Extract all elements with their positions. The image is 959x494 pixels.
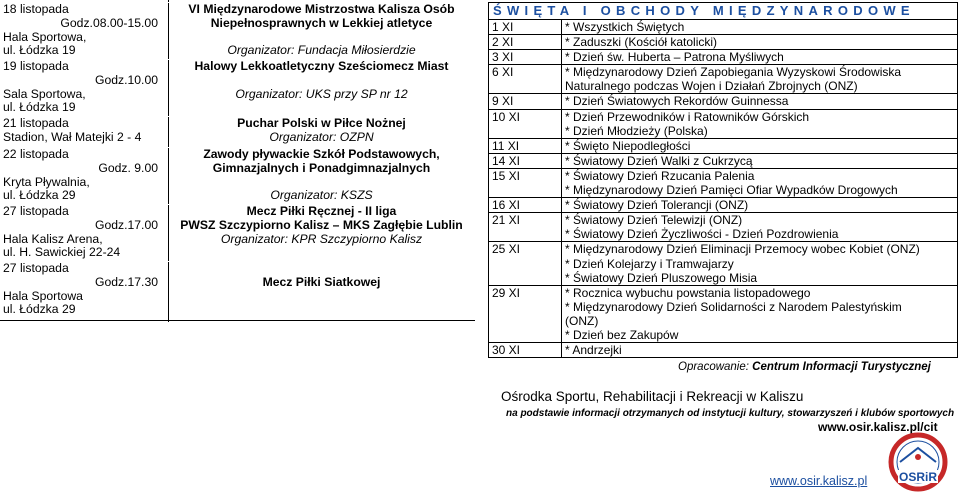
holiday-names [562, 168, 958, 197]
event-organizer: Organizator: KSZS [270, 188, 373, 203]
holiday-item: * Światowy Dzień Tolerancji (ONZ) [565, 198, 749, 213]
holiday-names [562, 94, 958, 109]
event-title: Puchar Polski w Piłce Nożnej [237, 116, 406, 130]
event-place: ul. Łódzka 29 [3, 188, 76, 203]
holiday-item: * Święto Niepodległości [565, 138, 691, 153]
event-info [3, 60, 168, 116]
holiday-item: * Dzień św. Huberta – Patrona Myśliwych [565, 50, 784, 65]
event-title: Halowy Lekkoatletyczny Sześciomecz Miast [194, 59, 449, 73]
holiday-row [489, 65, 958, 94]
holiday-item: Naturalnego podczas Wojen i Działań Zbrojnych (ONZ) [565, 79, 858, 94]
holiday-item: * Międzynarodowy Dzień Zapobiegania Wyzyskowi Środowiska [565, 65, 902, 80]
event-time: Godz.08.00-15.00 [60, 15, 158, 30]
holiday-date: 30 XI [489, 343, 562, 358]
holiday-names [562, 50, 958, 65]
holiday-date: 15 XI [489, 168, 562, 197]
event-title: Gimnazjalnych i Ponadgimnazjalnych [212, 160, 431, 175]
holiday-item: * Międzynarodowy Dzień Eliminacji Przemocy wobec Kobiet (ONZ) [565, 242, 920, 257]
holiday-item: * Światowy Dzień Rzucania Palenia [565, 168, 755, 183]
holiday-item: * Zaduszki (Kościół katolicki) [565, 35, 718, 50]
event-row [3, 116, 475, 147]
holidays-table [488, 2, 958, 358]
holiday-names [562, 65, 958, 94]
holiday-names [562, 20, 958, 35]
event-title: PWSZ Szczypiorno Kalisz – MKS Zagłębie Lublin [180, 217, 463, 232]
holiday-names [562, 198, 958, 213]
event-date: 19 listopada [3, 59, 69, 73]
event-row [3, 147, 475, 204]
holiday-item: * Dzień Przewodników i Ratowników Górskich [565, 109, 810, 124]
holiday-item: * Dzień bez Zakupów [565, 327, 679, 342]
osir-website-link[interactable]: www.osir.kalisz.pl [770, 474, 868, 488]
event-organizer: Organizator: OZPN [269, 129, 374, 144]
event-time: Godz.10.00 [94, 72, 158, 87]
holiday-item: * Międzynarodowy Dzień Solidarności z Narodem Palestyńskim [565, 299, 902, 314]
holiday-row [489, 50, 958, 65]
event-place: Hala Kalisz Arena, [3, 231, 103, 246]
holiday-row [489, 242, 958, 285]
holiday-row [489, 213, 958, 242]
holiday-item: * Dzień Kolejarzy i Tramwajarzy [565, 256, 734, 271]
event-organizer: Organizator: Fundacja Miłosierdzie [227, 43, 416, 58]
osrodek-title: Ośrodka Sportu, Rehabilitacji i Rekreacji w Kaliszu [501, 389, 804, 404]
holiday-row [489, 285, 958, 342]
event-info [3, 262, 168, 318]
holiday-date: 1 XI [489, 20, 562, 35]
holiday-names [562, 343, 958, 358]
event-title: Zawody pływackie Szkół Podstawowych, [203, 147, 440, 161]
event-place: ul. H. Sawickiej 22-24 [3, 245, 121, 260]
holiday-item: * Dzień Światowych Rekordów Guinnessa [565, 94, 789, 109]
holiday-row [489, 138, 958, 153]
event-row [3, 261, 475, 318]
holiday-names [562, 285, 958, 342]
event-details [168, 117, 475, 147]
holiday-item: * Wszystkich Świętych [565, 20, 685, 34]
event-date: 27 listopada [3, 261, 69, 275]
event-details [168, 262, 475, 318]
holiday-date: 14 XI [489, 153, 562, 168]
source-note: na podstawie informacji otrzymanych od instytucji kultury, stowarzyszeń i klubów sportowych [506, 408, 955, 419]
holiday-item: * Andrzejki [565, 343, 622, 358]
credits-value: Centrum Informacji Turystycznej [752, 361, 931, 373]
osir-logo [878, 432, 958, 492]
holiday-item: (ONZ) [565, 313, 599, 328]
event-title: Mecz Piłki Ręcznej - II liga [246, 204, 397, 218]
holiday-item: * Światowy Dzień Życzliwości - Dzień Pozdrowienia [565, 227, 839, 242]
holiday-date: 29 XI [489, 285, 562, 342]
holiday-date: 6 XI [489, 65, 562, 94]
event-time: Godz.17.30 [94, 274, 158, 289]
holiday-names [562, 138, 958, 153]
event-place: ul. Łódzka 19 [3, 100, 76, 115]
event-time: Godz. 9.00 [98, 160, 158, 175]
holiday-row [489, 343, 958, 358]
holiday-date: 10 XI [489, 109, 562, 138]
holiday-date: 2 XI [489, 35, 562, 50]
event-details [168, 205, 475, 261]
event-title: VI Międzynarodowe Mistrzostwa Kalisza Osób [188, 2, 455, 16]
event-info [3, 205, 168, 261]
event-place: ul. Łódzka 19 [3, 43, 76, 58]
holiday-item: * Światowy Dzień Telewizji (ONZ) [565, 213, 743, 228]
holiday-row [489, 198, 958, 213]
holiday-item: * Światowy Dzień Walki z Cukrzycą [565, 153, 753, 168]
event-organizer: Organizator: UKS przy SP nr 12 [235, 86, 408, 101]
cit-website-link[interactable]: www.osir.kalisz.pl/cit [818, 420, 938, 434]
event-date: 22 listopada [3, 147, 69, 161]
event-date: 27 listopada [3, 204, 69, 218]
event-time: Godz.17.00 [94, 217, 158, 232]
event-row [3, 204, 475, 261]
credits [678, 361, 931, 373]
holiday-item: * Dzień Młodzieży (Polska) [565, 123, 708, 138]
events-table [3, 2, 475, 318]
holiday-names [562, 242, 958, 285]
holiday-date: 25 XI [489, 242, 562, 285]
event-details [168, 3, 475, 59]
event-details [168, 60, 475, 116]
holiday-names [562, 109, 958, 138]
holiday-row [489, 168, 958, 197]
event-place: ul. Łódzka 29 [3, 302, 76, 317]
event-organizer: Organizator: KPR Szczypiorno Kalisz [220, 231, 423, 246]
holiday-row [489, 94, 958, 109]
event-details [168, 148, 475, 204]
event-place: Sala Sportowa, [3, 86, 86, 101]
holidays-title: ŚWIĘTA I OBCHODY MIĘDZYNARODOWE [488, 2, 958, 19]
holiday-row [489, 20, 958, 35]
event-place: Hala Sportowa, [3, 29, 87, 44]
table-bottom-line [0, 320, 475, 321]
event-row [3, 2, 475, 59]
event-info [3, 3, 168, 59]
event-place: Stadion, Wał Matejki 2 - 4 [3, 129, 142, 144]
credits-label: Opracowanie: [678, 361, 753, 373]
svg-text:OSRiR: OSRiR [898, 470, 938, 484]
holiday-names [562, 213, 958, 242]
event-place: Kryta Pływalnia, [3, 174, 90, 189]
holiday-names [562, 35, 958, 50]
event-title: Mecz Piłki Siatkowej [262, 275, 381, 289]
holiday-row [489, 109, 958, 138]
event-row [3, 59, 475, 116]
holiday-item: * Rocznica wybuchu powstania listopadowego [565, 285, 811, 300]
event-info [3, 148, 168, 204]
event-place: Hala Sportowa [3, 288, 83, 303]
event-date: 21 listopada [3, 116, 69, 130]
holiday-item: * Międzynarodowy Dzień Pamięci Ofiar Wypadków Drogowych [565, 183, 898, 198]
holiday-row [489, 35, 958, 50]
holiday-date: 3 XI [489, 50, 562, 65]
holiday-date: 21 XI [489, 213, 562, 242]
holiday-row [489, 153, 958, 168]
holiday-names [562, 153, 958, 168]
event-info [3, 117, 168, 147]
event-date: 18 listopada [3, 2, 69, 16]
event-title: Niepełnosprawnych w Lekkiej atletyce [210, 15, 433, 30]
holiday-date: 11 XI [489, 138, 562, 153]
holiday-item: * Światowy Dzień Pluszowego Misia [565, 270, 758, 285]
holiday-date: 16 XI [489, 198, 562, 213]
holiday-date: 9 XI [489, 94, 562, 109]
